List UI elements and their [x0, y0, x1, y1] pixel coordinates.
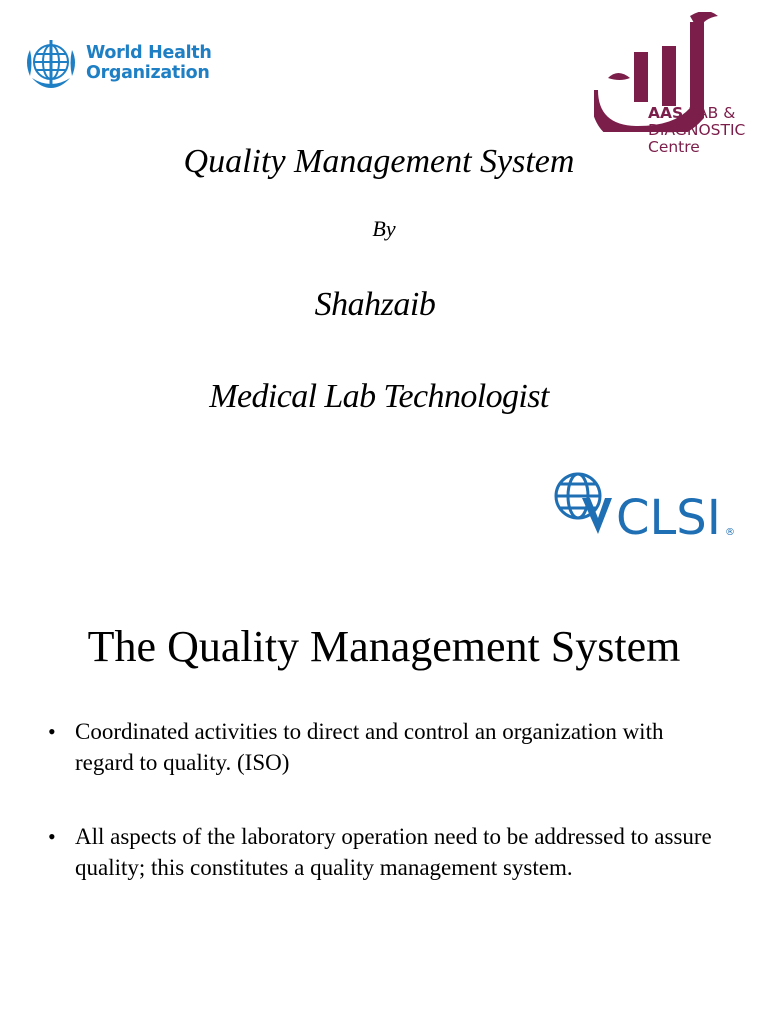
who-wordmark: [86, 43, 212, 83]
slide1-author: Shahzaib: [314, 286, 436, 323]
bullet-dot-icon: •: [48, 719, 56, 744]
aas-line-3: Centre: [648, 138, 700, 156]
who-logo: [20, 30, 220, 100]
clsi-globe-icon: [552, 468, 742, 540]
who-line-2: Organization: [86, 63, 210, 83]
bullet-text: Coordinated activities to direct and control an organization with regard to quality. (ISO): [75, 719, 664, 775]
bullet-dot-icon: •: [48, 824, 56, 849]
aas-lab-logo: [594, 12, 764, 162]
clsi-wordmark: CLSI: [616, 490, 721, 540]
aas-line-1: AAS LAB &: [648, 104, 736, 122]
who-line-1: World Health: [86, 43, 212, 63]
slide1-role: Medical Lab Technologist: [209, 378, 549, 415]
clsi-logo: [552, 468, 742, 540]
slide2-bullet-list: [44, 716, 724, 926]
bullet-item: [44, 716, 724, 778]
slide1-title: Quality Management System: [183, 143, 575, 180]
slide1-by: By: [372, 216, 396, 241]
slide2-title: The Quality Management System: [87, 622, 681, 671]
bullet-item: [44, 821, 724, 883]
bullet-text: All aspects of the laboratory operation need to be addressed to assure quality; this constitutes a quality management system.: [75, 824, 712, 880]
who-emblem-icon: [20, 30, 82, 96]
aas-line-2: DIAGNOSTIC: [648, 121, 746, 139]
clsi-registered-mark: ®: [725, 527, 735, 538]
